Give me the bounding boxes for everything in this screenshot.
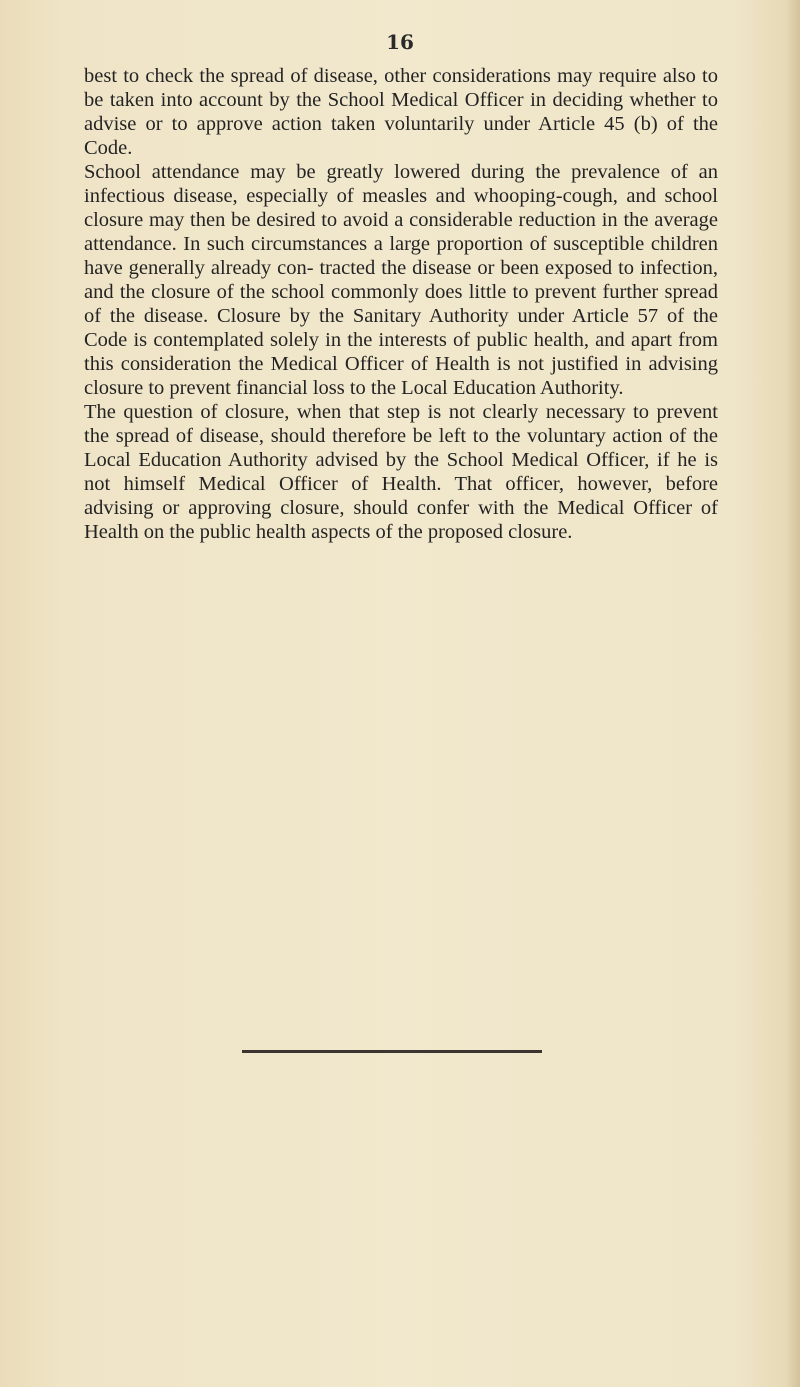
page-edge-shadow xyxy=(786,0,800,1387)
paragraph: best to check the spread of disease, other considerations may require also to be taken into account by the School Medical Officer in deciding whether to advise or to approve action taken voluntarily under Article 45 (b) of the Code. xyxy=(84,65,718,159)
page-number: 16 xyxy=(386,30,414,54)
paragraph: The question of closure, when that step is not clearly necessary to prevent the spread of disease, should therefore be left to the voluntary action of the Local Education Authority advised by the School Medical Officer, if he is not himself Medical Officer of Health. That officer, however, before advising or approving closure, should confer with the Medical Officer of Health on the public health aspects of the proposed closure. xyxy=(84,401,718,543)
paragraph: School attendance may be greatly lowered during the prevalence of an infectious disease, especially of measles and whooping-cough, and school closure may then be desired to avoid a considerable reduction in the average attendance. In such circumstances a large proportion of susceptible children have generally already con- tracted the disease or been exposed to infection, and the closure of the school commonly does little to prevent further spread of the disease. Closure by the Sanitary Authority under Article 57 of the Code is contemplated solely in the interests of public health, and apart from this consideration the Medical Officer of Health is not justified in advising closure to prevent financial loss to the Local Education Authority. xyxy=(84,161,718,399)
body-text xyxy=(84,64,718,544)
section-divider-rule xyxy=(242,1050,542,1053)
